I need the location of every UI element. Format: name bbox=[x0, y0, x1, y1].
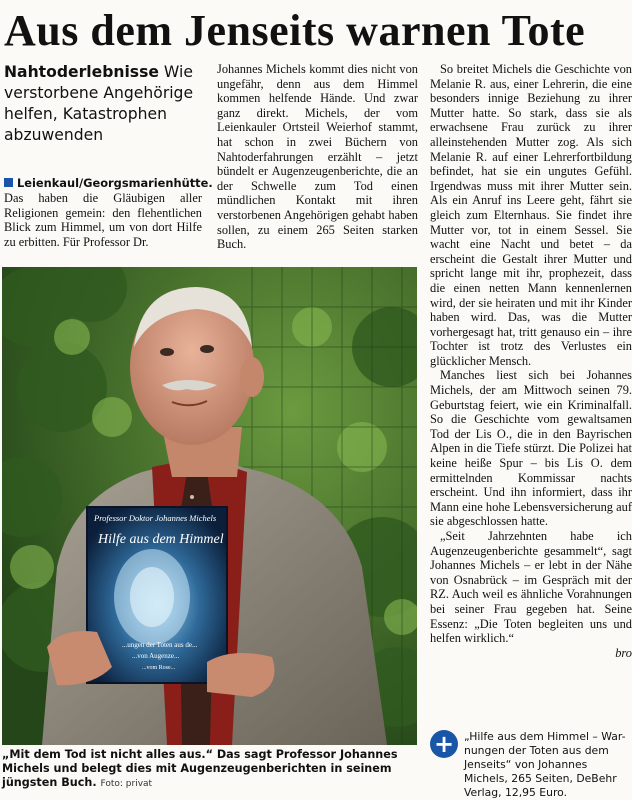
caption-text: „Mit dem Tod ist nicht alles aus.“ Das sagt Professor Johannes Michels und belegt dies mit Augenzeugenberichten in seinem jüngsten Buch. bbox=[2, 748, 398, 789]
plus-icon: + bbox=[430, 730, 458, 758]
square-bullet-icon bbox=[4, 178, 13, 187]
photo-illustration bbox=[2, 267, 417, 745]
book-title: Hilfe aus dem Himmel bbox=[98, 532, 224, 547]
article-photo bbox=[2, 267, 417, 745]
author-signature: bro bbox=[615, 645, 632, 660]
col3-paragraph-3: „Seit Jahrzehnten habe ich Augenzeugenberichte gesammelt“, sagt Johannes Michels – er lebt in der Nähe von Osnabrück – im Gespräch mit der RZ. Auch weil es ähnliche Vorahnungen bei seiner Frau gegeben hat. Seine Essenz: „Die Toten begleiten uns und helfen wirklich.“ bbox=[430, 529, 632, 646]
col2-paragraph: Johannes Michels kommt dies nicht von ungefähr, denn aus dem Himmel kommen helfende Hände. Und zwar ganz direkt. Michels, der vom Leienkauler Ortsteil Weierhof stammt, hat schon in zwei Büchern von Nahtoderfahrungen erzählt – jetzt bündelt er Augenzeugenberichte, die an der Schwelle zum Tod einen mündlichen Kontakt mit ihren verstorbenen Angehörigen gehabt haben sollen, zu einem 265 Seiten starken Buch. bbox=[217, 62, 418, 252]
col1-paragraph: Das haben die Gläubigen aller Religionen gemein: den flehentlichen Blick zum Himmel, um von dort Hilfe zu erbitten. Für Professor Dr. bbox=[4, 191, 202, 249]
col3-paragraph-2: Manches liest sich bei Johannes Michels, der am Mittwoch seinen 79. Geburtstag feiert, wie ein Kriminalfall. So die Geschichte vom gewaltsamen Tod der Lis O., die in den Bayrischen Alpen in die Tiefe stürzt. Die Polizei hat keine heiße Spur – bis Lis O. dem ermittelnden Kommissar nachts erscheint. Und ihn informiert, dass ihr Mann eine hohe Lebensversicherung auf sie abgeschlossen hatte. bbox=[430, 368, 632, 529]
book-publisher-fragment: ...vom Rose... bbox=[142, 665, 176, 671]
col3-paragraph-1: So breitet Michels die Geschichte von Melanie R. aus, einer Lehrerin, die eine besonders innige Beziehung zu ihrer Mutter hatte. So stark, dass sie als erwachsene Frau zurück zu ihrer alleinstehenden Mutter zog. Als sich Melanie R. auf einer Lehrerfortbildung befindet, hat sie ein ungutes Gefühl. Irgendwas muss mit ihrer Mutter sein. Als ein Anruf ins Leere geht, fährt sie gleich zum Elternhaus. Sie findet ihre Mutter vor, tot in einem Sessel. Sie wacht eine Nacht und betet – da erscheint die Gestalt ihrer Mutter und spricht lange mit ihr, prophezeit, dass die einen netten Mann kennenlernen wird, der sie heiraten und mit ihr Kinder haben wird. Das, was die Mutter vorhergesagt hat, tritt genauso ein – ihre Tochter ist trotz des Verlustes ein glücklicher Mensch. bbox=[430, 62, 632, 368]
photo-credit: Foto: privat bbox=[100, 779, 153, 789]
article-column-3 bbox=[430, 62, 632, 660]
article-column-2 bbox=[217, 62, 418, 252]
book-subtitle-fragment-2: ...von Augenze... bbox=[132, 652, 180, 660]
info-rest: nungen der Toten aus dem Jenseits“ von Johannes Michels, 265 Seiten, DeBehr Verlag, 12,95 Euro. bbox=[464, 744, 617, 799]
info-box bbox=[430, 730, 632, 800]
subheadline bbox=[4, 62, 204, 146]
photo-caption bbox=[2, 748, 418, 791]
dateline bbox=[4, 176, 214, 191]
book-author: Professor Doktor Johannes Michels bbox=[94, 513, 217, 523]
book-subtitle-fragment: ...ungen der Toten aus de... bbox=[122, 641, 198, 649]
subheadline-rest: Wie verstorbene Angehörige helfen, Katastrophen abzuwenden bbox=[4, 63, 194, 144]
headline: Aus dem Jenseits warnen Tote bbox=[4, 6, 586, 55]
info-line-1: „Hilfe aus dem Himmel – War- bbox=[464, 730, 626, 743]
subheadline-bold: Nahtoderlebnisse bbox=[4, 63, 159, 81]
dateline-text: Leienkaul/Georgsmarienhütte. bbox=[17, 176, 213, 190]
article-column-1 bbox=[4, 191, 202, 249]
info-text bbox=[430, 730, 632, 800]
